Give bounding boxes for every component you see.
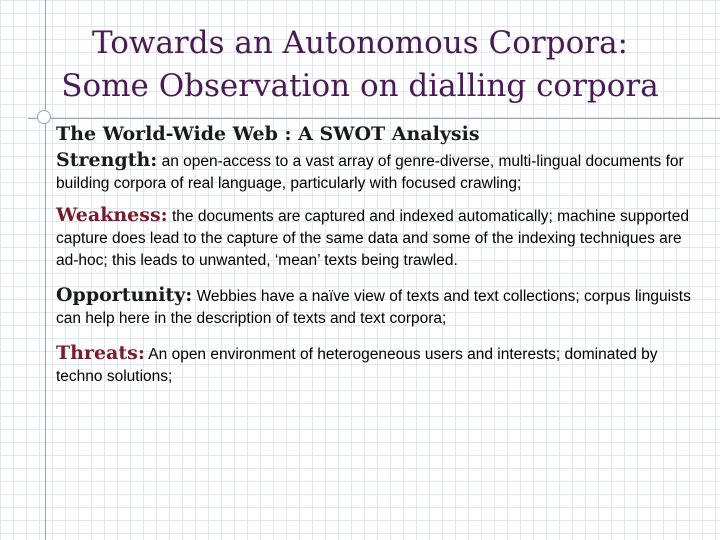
weakness-text: the documents are captured and indexed automatically; machine supported capture does lead to the capture of the same data and some of the indexing techniques are ad-hoc; this leads to unwanted, ‘mean’ texts being trawled. bbox=[56, 208, 689, 269]
threats-term: Threats: bbox=[56, 342, 145, 364]
strength-term: Strength: bbox=[56, 149, 158, 171]
slide-body bbox=[56, 121, 706, 388]
rule-junction-ring bbox=[37, 110, 51, 124]
swot-weakness bbox=[56, 204, 706, 272]
subtitle: The World-Wide Web : A SWOT Analysis bbox=[56, 123, 480, 145]
threats-text: An open environment of heterogeneous users and interests; dominated by techno solutions; bbox=[56, 346, 658, 385]
title-line-1: Towards an Autonomous Corpora: bbox=[91, 25, 629, 61]
title-underline-rule bbox=[28, 118, 720, 119]
swot-threats bbox=[56, 342, 706, 388]
weakness-term: Weakness: bbox=[56, 204, 168, 226]
strength-text: an open-access to a vast array of genre-diverse, multi-lingual documents for building corpora of real language, particularly with focused crawling; bbox=[56, 153, 684, 192]
swot-strength bbox=[56, 149, 706, 195]
swot-opportunity bbox=[56, 284, 706, 330]
opportunity-text: Webbies have a naïve view of texts and text collections; corpus linguists can help here in the description of texts and text corpora; bbox=[56, 288, 691, 327]
title-line-2: Some Observation on dialling corpora bbox=[61, 68, 659, 104]
opportunity-term: Opportunity: bbox=[56, 284, 193, 306]
slide-title bbox=[0, 22, 720, 108]
